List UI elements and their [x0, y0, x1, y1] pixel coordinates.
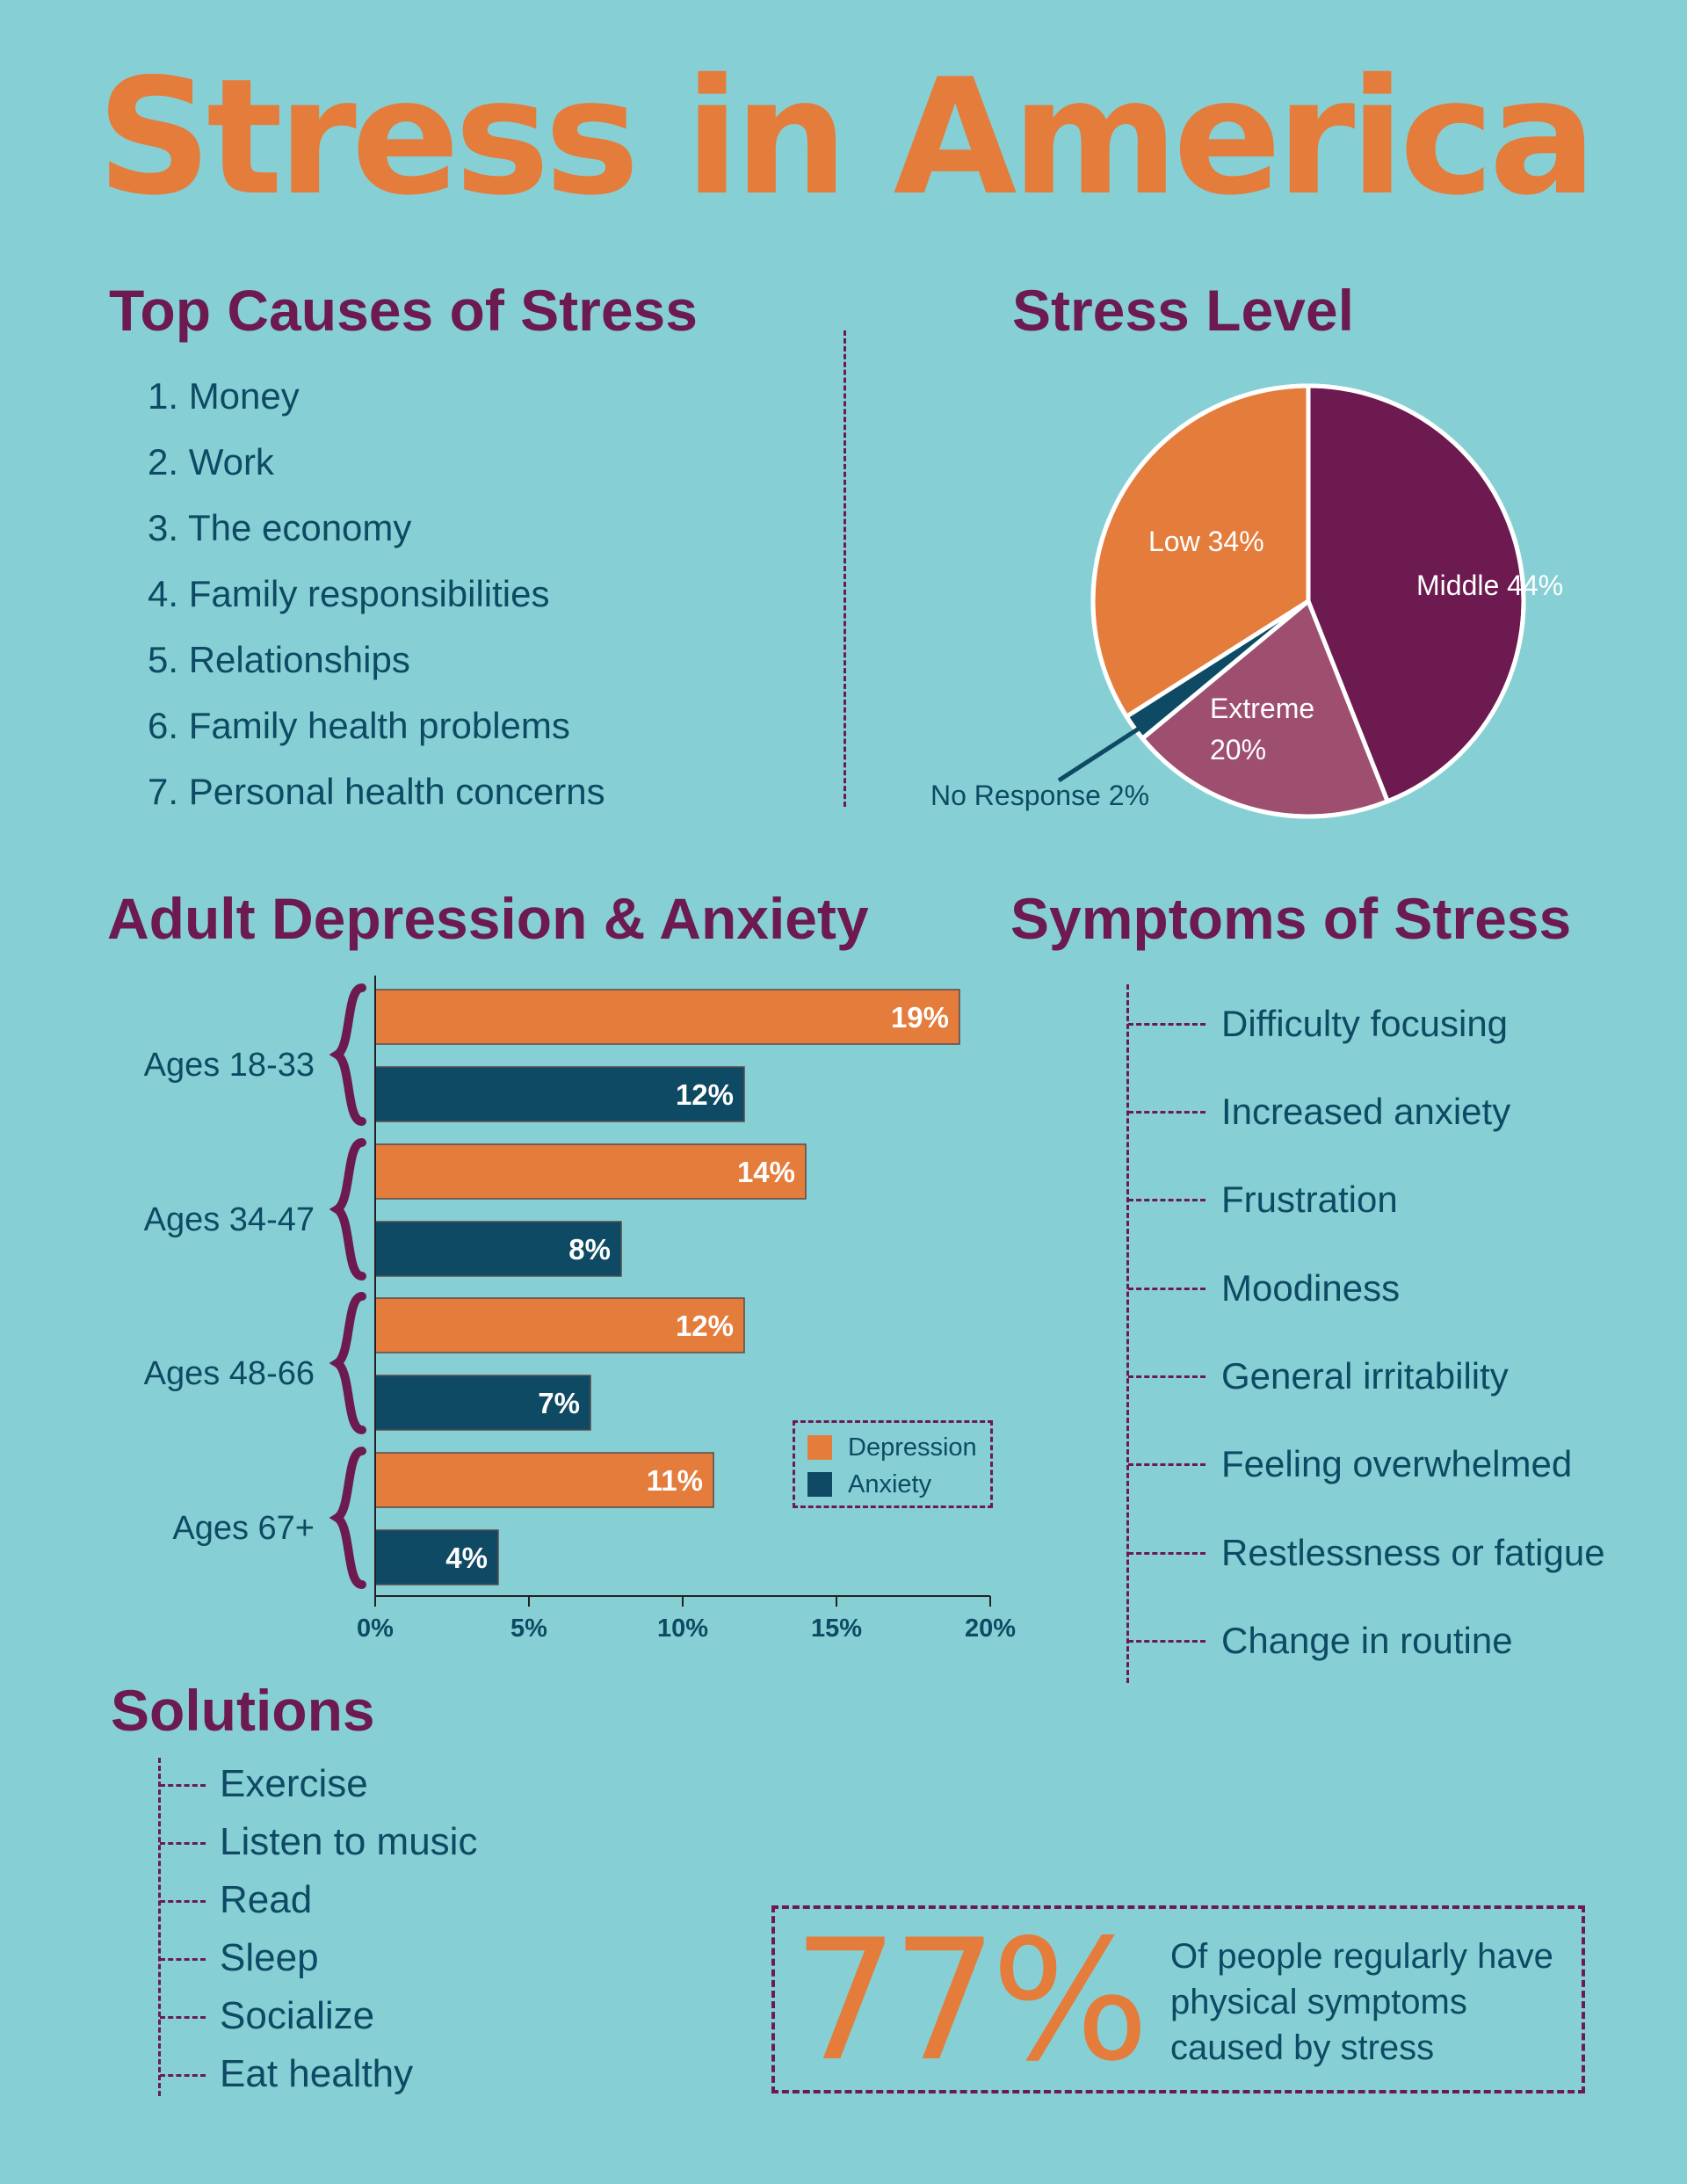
dash-connector [1128, 1640, 1206, 1643]
symptom-label: General irritability [1221, 1355, 1509, 1397]
y-category-label: Ages 34-47 [143, 1201, 315, 1238]
group-brace [337, 988, 362, 1121]
cause-item: 6. Family health problems [148, 705, 570, 746]
bar-value-label: 11% [646, 1464, 703, 1497]
x-tick-label: 15% [810, 1614, 863, 1643]
bar-value-label: 12% [675, 1078, 734, 1111]
bar-value-label: 14% [736, 1156, 795, 1188]
y-category-label: Ages 67+ [172, 1510, 315, 1547]
pie-label-no-response: No Response 2% [930, 780, 1150, 811]
stress-level-heading: Stress Level [1012, 278, 1354, 343]
page-title: Stress in America [97, 44, 1592, 230]
y-category-label: Ages 48-66 [143, 1355, 315, 1392]
cause-item: 4. Family responsibilities [148, 573, 550, 614]
depression-bar-chart [123, 967, 1037, 1643]
dash-connector [1128, 1111, 1206, 1114]
pie-label-extreme-value: 20% [1210, 734, 1267, 765]
dash-connector [160, 1900, 206, 1903]
top-causes-list [148, 369, 605, 831]
solution-label: Read [220, 1878, 313, 1921]
symptom-label: Difficulty focusing [1221, 1003, 1509, 1044]
section-divider [844, 330, 846, 807]
dash-connector [160, 1842, 206, 1845]
legend-label-depression: Depression [848, 1433, 977, 1462]
symptom-label: Change in routine [1221, 1620, 1513, 1661]
symptom-label: Moodiness [1221, 1267, 1401, 1309]
group-brace [337, 1143, 362, 1276]
dash-connector [1128, 1199, 1206, 1201]
cause-item: 1. Money [148, 375, 300, 417]
cause-item: 2. Work [148, 441, 274, 483]
dash-connector [160, 1784, 206, 1787]
chart-legend [793, 1420, 993, 1508]
legend-swatch-anxiety [807, 1472, 832, 1497]
dash-connector [160, 2074, 206, 2077]
solution-label: Exercise [220, 1762, 368, 1805]
stress-level-pie [914, 369, 1564, 844]
bar-value-label: 12% [675, 1310, 734, 1342]
dash-connector [1128, 1375, 1206, 1378]
cause-item: 5. Relationships [148, 639, 410, 680]
dash-connector [160, 1958, 206, 1961]
solution-label: Sleep [220, 1936, 319, 1979]
x-tick-label: 0% [357, 1614, 394, 1643]
legend-label-anxiety: Anxiety [848, 1470, 932, 1498]
top-causes-heading: Top Causes of Stress [109, 278, 698, 343]
cause-item: 3. The economy [148, 507, 412, 548]
pie-label-middle: Middle 44% [1416, 570, 1564, 601]
solutions-list [160, 1761, 511, 2095]
solution-label: Listen to music [220, 1820, 478, 1863]
bar-value-label: 19% [890, 1001, 949, 1034]
solution-label: Eat healthy [220, 2052, 414, 2095]
solution-label: Socialize [220, 1994, 375, 2037]
group-brace [337, 1451, 362, 1585]
symptom-label: Increased anxiety [1221, 1091, 1511, 1132]
dash-connector [1128, 1463, 1206, 1466]
solutions-heading: Solutions [111, 1678, 375, 1743]
stat-callout [771, 1904, 1585, 2098]
stat-text: Of people regularly have physical symptoms caused by stress [1170, 1937, 1553, 2067]
dash-connector [160, 2016, 206, 2019]
symptom-label: Feeling overwhelmed [1221, 1443, 1573, 1484]
bar-depression [375, 990, 959, 1044]
dash-connector [1128, 1288, 1206, 1290]
symptoms-list [1128, 1002, 1673, 1687]
x-tick-label: 5% [510, 1614, 547, 1643]
symptom-label: Frustration [1221, 1179, 1398, 1220]
x-tick-label: 20% [964, 1614, 1017, 1643]
x-tick-label: 10% [656, 1614, 709, 1643]
pie-label-extreme: Extreme [1210, 693, 1315, 724]
bar-value-label: 8% [568, 1233, 611, 1266]
group-brace [337, 1296, 362, 1430]
stat-number: 77% [793, 1904, 1143, 2098]
symptoms-heading: Symptoms of Stress [1010, 886, 1572, 951]
pie-label-low: Low 34% [1148, 526, 1264, 557]
cause-item: 7. Personal health concerns [148, 771, 605, 812]
bar-value-label: 7% [538, 1387, 580, 1419]
bar-value-label: 4% [445, 1542, 488, 1574]
depression-heading: Adult Depression & Anxiety [107, 886, 869, 951]
dash-connector [1128, 1552, 1206, 1555]
legend-swatch-depression [807, 1435, 832, 1460]
symptom-label: Restlessness or fatigue [1221, 1532, 1605, 1573]
dash-connector [1128, 1023, 1206, 1026]
y-category-label: Ages 18-33 [143, 1047, 315, 1084]
